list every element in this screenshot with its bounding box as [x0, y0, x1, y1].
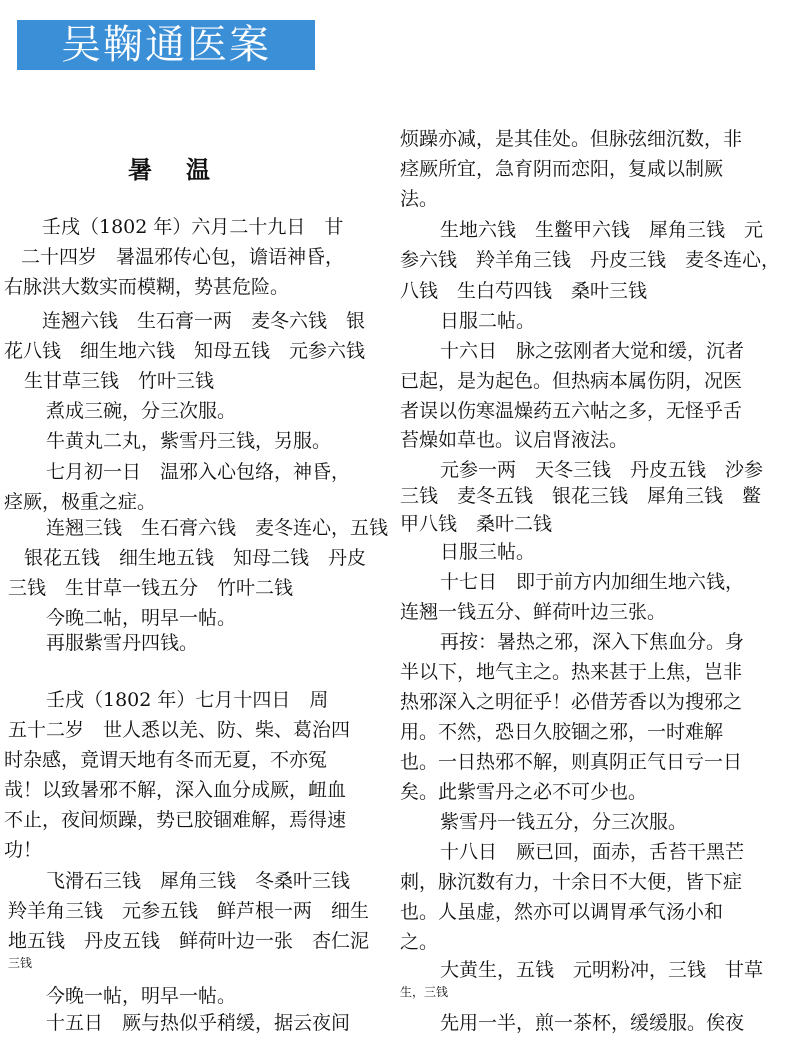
text-line: 地五钱 丹皮五钱 鲜荷叶边一张 杏仁泥: [8, 930, 370, 952]
text-line: 连翘六钱 生石膏一两 麦冬六钱 银: [42, 310, 366, 332]
text-line: 羚羊角三钱 元参五钱 鲜芦根一两 细生: [8, 900, 370, 922]
text-line: 之。: [400, 931, 439, 953]
text-line: 煮成三碗，分三次服。: [46, 400, 237, 422]
text-line: 右脉洪大数实而模糊，势甚危险。: [4, 276, 290, 298]
text-line: 生甘草三钱 竹叶三钱: [24, 370, 215, 392]
text-line: 法。: [400, 188, 439, 210]
text-line: 功！: [4, 839, 43, 861]
text-line: 七月初一日 温邪入心包络，神昏，: [46, 461, 351, 483]
text-line: 日服三帖。: [440, 541, 536, 563]
text-line: 用。不然，恐日久胶锢之邪，一时难解: [400, 721, 724, 743]
text-line: 元参一两 天冬三钱 丹皮五钱 沙参: [440, 459, 764, 481]
text-line: 壬戌（1802 年）六月二十九日 甘: [42, 216, 344, 238]
text-line: 三钱 生甘草一钱五分 竹叶二钱: [8, 577, 294, 599]
text-line: 花八钱 细生地六钱 知母五钱 元参六钱: [4, 340, 366, 362]
text-line: 十七日 即于前方内加细生地六钱，: [440, 571, 745, 593]
text-line: 矣。此紫雪丹之必不可少也。: [400, 781, 648, 803]
text-line: 连翘一钱五分、鲜荷叶边三张。: [400, 601, 667, 623]
text-line: 三钱 麦冬五钱 银花三钱 犀角三钱 鳖: [400, 485, 762, 507]
text-line: 哉！以致暑邪不解，深入血分成厥，衄血: [4, 779, 347, 801]
text-line: 银花五钱 细生地五钱 知母二钱 丹皮: [24, 547, 367, 569]
text-line: 再按：暑热之邪，深入下焦血分。身: [440, 631, 745, 653]
text-line: 参六钱 羚羊角三钱 丹皮三钱 麦冬连心，: [400, 249, 781, 271]
text-line: 烦躁亦减，是其佳处。但脉弦细沉数，非: [400, 128, 743, 150]
text-line: 三钱: [8, 956, 33, 970]
text-line: 今晚一帖，明早一帖。: [46, 985, 237, 1007]
text-line: 也。一日热邪不解，则真阴正气日亏一日: [400, 751, 743, 773]
text-line: 十八日 厥已回，面赤，舌苔干黑芒: [440, 841, 745, 863]
text-line: 八钱 生白芍四钱 桑叶三钱: [400, 280, 648, 302]
text-line: 牛黄丸二丸，紫雪丹三钱，另服。: [46, 430, 332, 452]
text-line: 半以下，地气主之。热来甚于上焦，岂非: [400, 661, 743, 683]
text-line: 者误以伤寒温燥药五六帖之多，无怪乎舌: [400, 400, 743, 422]
text-line: 痉厥，极重之症。: [4, 491, 157, 513]
text-line: 热邪深入之明征乎！必借芳香以为搜邪之: [400, 691, 743, 713]
text-line: 五十二岁 世人悉以羌、防、柴、葛治四: [8, 719, 351, 741]
text-line: 十五日 厥与热似乎稍缓，据云夜间: [46, 1012, 351, 1034]
book-title-banner: 吴鞠通医案: [17, 20, 315, 70]
text-line: 二十四岁 暑温邪传心包，谵语神昏，: [21, 246, 345, 268]
text-line: 连翘三钱 生石膏六钱 麦冬连心，五钱: [46, 517, 389, 539]
text-line: 苔燥如草也。议启肾液法。: [400, 429, 629, 451]
text-line: 不止，夜间烦躁，势已胶锢难解，焉得速: [4, 809, 347, 831]
text-line: 痉厥所宜，急育阴而恋阳，复咸以制厥: [400, 158, 724, 180]
text-line: 先用一半，煎一茶杯，缓缓服。俟夜: [440, 1012, 745, 1034]
text-line: 已起，是为起色。但热病本属伤阴，况医: [400, 370, 743, 392]
section-title: 暑温: [128, 156, 244, 184]
text-line: 日服二帖。: [440, 310, 536, 332]
text-line: 紫雪丹一钱五分，分三次服。: [440, 811, 688, 833]
text-line: 也。人虽虚，然亦可以调胃承气汤小和: [400, 901, 724, 923]
text-line: 再服紫雪丹四钱。: [46, 632, 199, 654]
text-line: 十六日 脉之弦刚者大觉和缓，沉者: [440, 340, 745, 362]
text-line: 刺，脉沉数有力，十余日不大便，皆下症: [400, 871, 743, 893]
text-line: 壬戌（1802 年）七月十四日 周: [46, 689, 329, 711]
text-line: 飞滑石三钱 犀角三钱 冬桑叶三钱: [46, 870, 351, 892]
text-line: 今晚二帖，明早一帖。: [46, 607, 237, 629]
text-line: 生地六钱 生鳖甲六钱 犀角三钱 元: [440, 219, 764, 241]
text-line: 甲八钱 桑叶二钱: [400, 513, 553, 535]
text-line: 时杂感，竟谓天地有冬而无夏，不亦冤: [4, 749, 328, 771]
text-line: 大黄生，五钱 元明粉冲，三钱 甘草: [440, 959, 764, 981]
text-line: 生，三钱: [400, 985, 449, 999]
